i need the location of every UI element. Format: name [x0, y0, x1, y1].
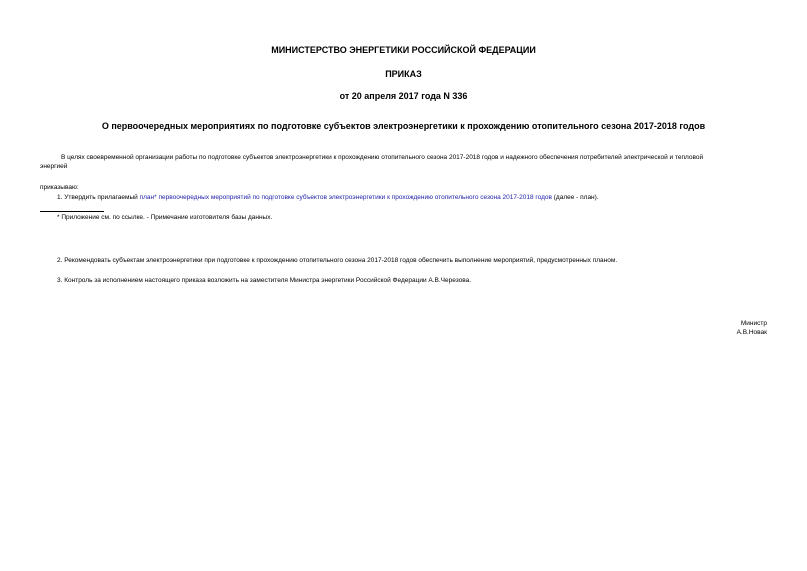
- order-item-1-suffix: (далее - план).: [551, 194, 599, 201]
- signature-name: А.В.Новак: [736, 329, 767, 336]
- intro-paragraph-line2: энергией: [40, 163, 68, 170]
- order-item-2: 2. Рекомендовать субъектам электроэнергетики при подготовке к прохождению отопительного сезона 2017-2018 годов обеспечить выполнение мероприятий, предусмотренных планом.: [57, 257, 618, 264]
- footnote-divider: [40, 211, 104, 212]
- document-type: ПРИКАЗ: [385, 69, 422, 79]
- footnote: * Приложение см. по ссылке. - Примечание изготовителя базы данных.: [57, 214, 273, 221]
- order-item-1: [57, 193, 599, 202]
- order-item-3: 3. Контроль за исполнением настоящего приказа возложить на заместителя Министра энергетики Российской Федерации А.В.Черезова.: [57, 277, 472, 284]
- order-word: приказываю:: [40, 184, 79, 191]
- signature-position: Министр: [740, 320, 767, 327]
- intro-paragraph-line1: В целях своевременной организации работы по подготовке субъектов электроэнергетики к прохождению отопительного сезона 2017-2018 годов и надежного обеспечения потребителей электрической и тепловой: [61, 154, 704, 161]
- order-item-1-prefix: 1. Утвердить прилагаемый: [57, 194, 140, 201]
- plan-link[interactable]: план* первоочередных мероприятий по подготовке субъектов электроэнергетики к прохождению отопительного сезона 2017-2018 годов: [139, 194, 552, 201]
- document-title: О первоочередных мероприятиях по подготовке субъектов электроэнергетики к прохождению отопительного сезона 2017-2018 годов: [101, 121, 706, 131]
- ministry-name: МИНИСТЕРСТВО ЭНЕРГЕТИКИ РОССИЙСКОЙ ФЕДЕРАЦИИ: [271, 45, 536, 55]
- document-date-number: от 20 апреля 2017 года N 336: [339, 91, 468, 101]
